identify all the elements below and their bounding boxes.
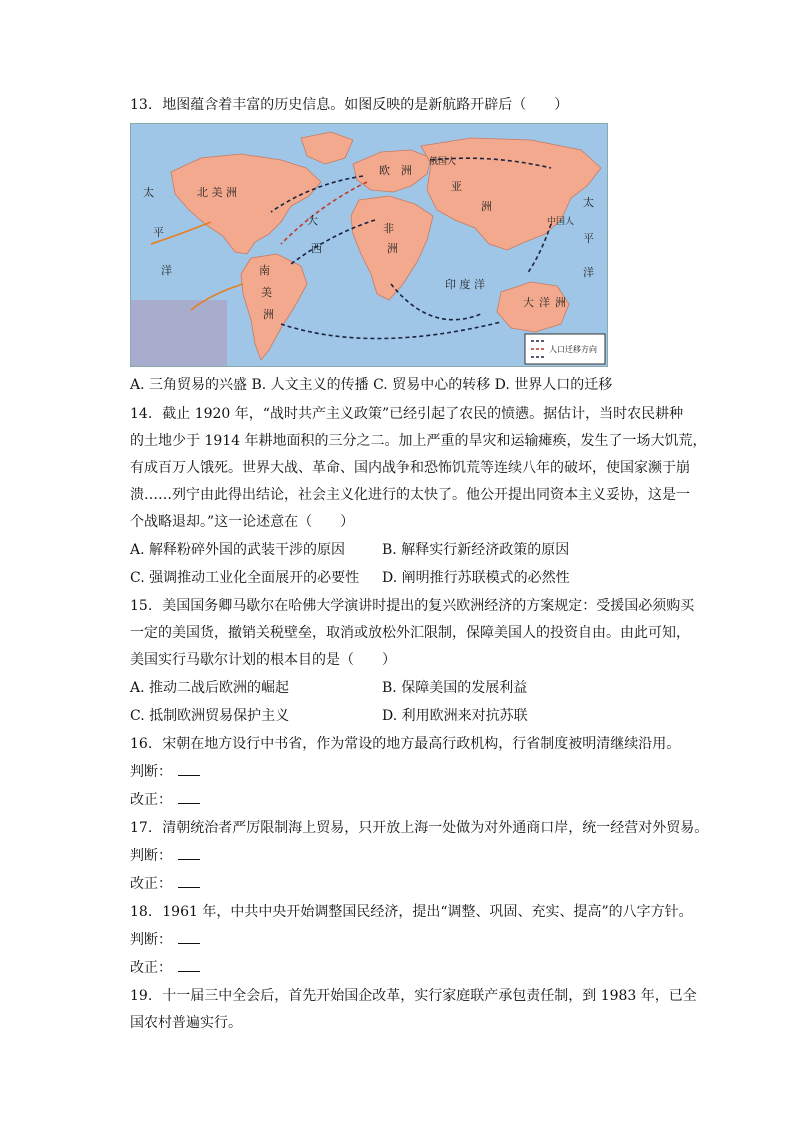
q14-line-5: 个战略退却。”这一论述意在（ ） (130, 514, 355, 530)
q17-stem-text: 清朝统治者严厉限制海上贸易，只开放上海一处做为对外通商口岸，统一经营对外贸易。 (162, 820, 709, 836)
q15-option-c: C. 抵制欧洲贸易保护主义 (130, 708, 290, 724)
q18-stem (130, 903, 693, 921)
q16-correct-blank[interactable] (178, 791, 200, 804)
label-pacific-right-3: 洋 (583, 266, 594, 279)
q15-line-3: 美国实行马歇尔计划的根本目的是（ ） (130, 652, 396, 668)
label-pacific-right-2: 平 (583, 232, 594, 245)
label-asia-1: 亚 (451, 180, 462, 193)
label-indian-ocean: 印 度 洋 (445, 278, 485, 291)
label-oceania-1: 大 (523, 296, 534, 309)
label-africa-1: 非 (383, 222, 394, 235)
q16-judge-blank[interactable] (178, 763, 200, 776)
label-pacific-left-3: 洋 (161, 264, 172, 277)
q17-stem (130, 819, 708, 837)
label-russians: 俄国人 (429, 157, 457, 167)
q17-judge (130, 847, 200, 865)
q19-text-1: 十一届三中全会后，首先开始国企改革，实行家庭联产承包责任制，到 1983 年，已全 (162, 988, 697, 1004)
label-pacific-left-1: 太 (143, 186, 154, 199)
q14-line-4: 溃……列宁由此得出结论，社会主义化进行的太快了。他公开提出同资本主义妥协，这是一 (130, 487, 690, 503)
q19-line-1 (130, 987, 697, 1005)
label-pacific-right-1: 太 (583, 196, 594, 209)
q15-option-a: A. 推动二战后欧洲的崛起 (130, 680, 290, 696)
q19-line-2: 国农村普遍实行。 (130, 1015, 242, 1031)
label-atlantic-1: 大 (307, 214, 318, 227)
label-sa-3: 洲 (263, 308, 274, 321)
label-sa-1: 南 (259, 264, 270, 277)
label-africa-2: 洲 (387, 242, 398, 255)
q17-judge-label: 判断： (130, 848, 172, 864)
q17-correct-label: 改正： (130, 876, 172, 892)
q16-correct-label: 改正： (130, 792, 172, 808)
q18-judge-blank[interactable] (178, 931, 200, 944)
q15-option-d: D. 利用欧洲来对抗苏联 (382, 708, 528, 724)
q14-option-b: B. 解释实行新经济政策的原因 (382, 542, 570, 558)
q17-correct-blank[interactable] (178, 875, 200, 888)
q19-number: 19. (130, 988, 153, 1004)
q16-number: 16. (130, 736, 153, 752)
q16-stem-text: 宋朝在地方设行中书省，作为常设的地方最高行政机构，行省制度被明清继续沿用。 (162, 736, 681, 752)
q14-number: 14. (130, 406, 153, 422)
q13-number: 13. (130, 97, 153, 113)
label-north-america: 北 美 洲 (197, 186, 237, 199)
q16-stem (130, 735, 680, 753)
q15-line-2: 一定的美国货，撤销关税壁垒，取消或放松外汇限制，保障美国人的投资自由。由此可知， (130, 625, 690, 641)
q18-judge (130, 931, 200, 949)
q14-text-1: 截止 1920 年，“战时共产主义政策”已经引起了农民的愤懑。据估计，当时农民耕种 (162, 406, 684, 422)
q17-number: 17. (130, 820, 153, 836)
q16-judge-label: 判断： (130, 764, 172, 780)
label-europe-2: 洲 (401, 164, 412, 177)
q18-stem-text: 1961 年，中共中央开始调整国民经济，提出“调整、巩固、充实、提高”的八字方针。 (162, 904, 693, 920)
q13-options: A. 三角贸易的兴盛 B. 人文主义的传播 C. 贸易中心的转移 D. 世界人口的迁移 (130, 377, 613, 393)
q18-judge-label: 判断： (130, 932, 172, 948)
q15-text-1: 美国国务卿马歇尔在哈佛大学演讲时提出的复兴欧洲经济的方案规定：受援国必须购买 (162, 598, 695, 614)
migration-map (130, 123, 608, 367)
q14-option-a: A. 解释粉碎外国的武装干涉的原因 (130, 542, 346, 558)
q14-option-c: C. 强调推动工业化全面展开的必要性 (130, 570, 360, 586)
q13-stem (130, 96, 568, 114)
q14-line-3: 有成百万人饿死。世界大战、革命、国内战争和恐怖饥荒等连续八年的破坏，使国家濒于崩 (130, 460, 690, 476)
label-sa-2: 美 (261, 286, 272, 299)
q18-number: 18. (130, 904, 153, 920)
q13-stem-text: 地图蕴含着丰富的历史信息。如图反映的是新航路开辟后（ ） (162, 97, 569, 113)
legend-text: 人口迁移方向 (549, 345, 597, 354)
q15-number: 15. (130, 598, 153, 614)
label-asia-2: 洲 (481, 200, 492, 213)
q16-judge (130, 763, 200, 781)
q18-correct (130, 959, 200, 977)
q18-correct-blank[interactable] (178, 959, 200, 972)
map-mask-box (131, 300, 227, 366)
q17-judge-blank[interactable] (178, 847, 200, 860)
label-pacific-left-2: 平 (153, 226, 164, 239)
q14-line-1 (130, 405, 683, 423)
label-oceania-3: 洲 (555, 296, 566, 309)
label-europe-1: 欧 (379, 164, 390, 177)
label-chinese: 中国人 (547, 217, 575, 227)
migration-map-svg (131, 124, 607, 366)
q15-option-b: B. 保障美国的发展利益 (382, 680, 528, 696)
q17-correct (130, 875, 200, 893)
map-legend (525, 334, 605, 364)
q18-correct-label: 改正： (130, 960, 172, 976)
q15-line-1 (130, 597, 694, 615)
q14-line-2: 的土地少于 1914 年耕地面积的三分之二。加上严重的旱灾和运输瘫痪，发生了一场大饥荒， (130, 433, 707, 449)
label-oceania-2: 洋 (539, 296, 550, 309)
label-atlantic-2: 西 (311, 242, 322, 255)
q14-option-d: D. 阐明推行苏联模式的必然性 (382, 570, 570, 586)
q16-correct (130, 791, 200, 809)
